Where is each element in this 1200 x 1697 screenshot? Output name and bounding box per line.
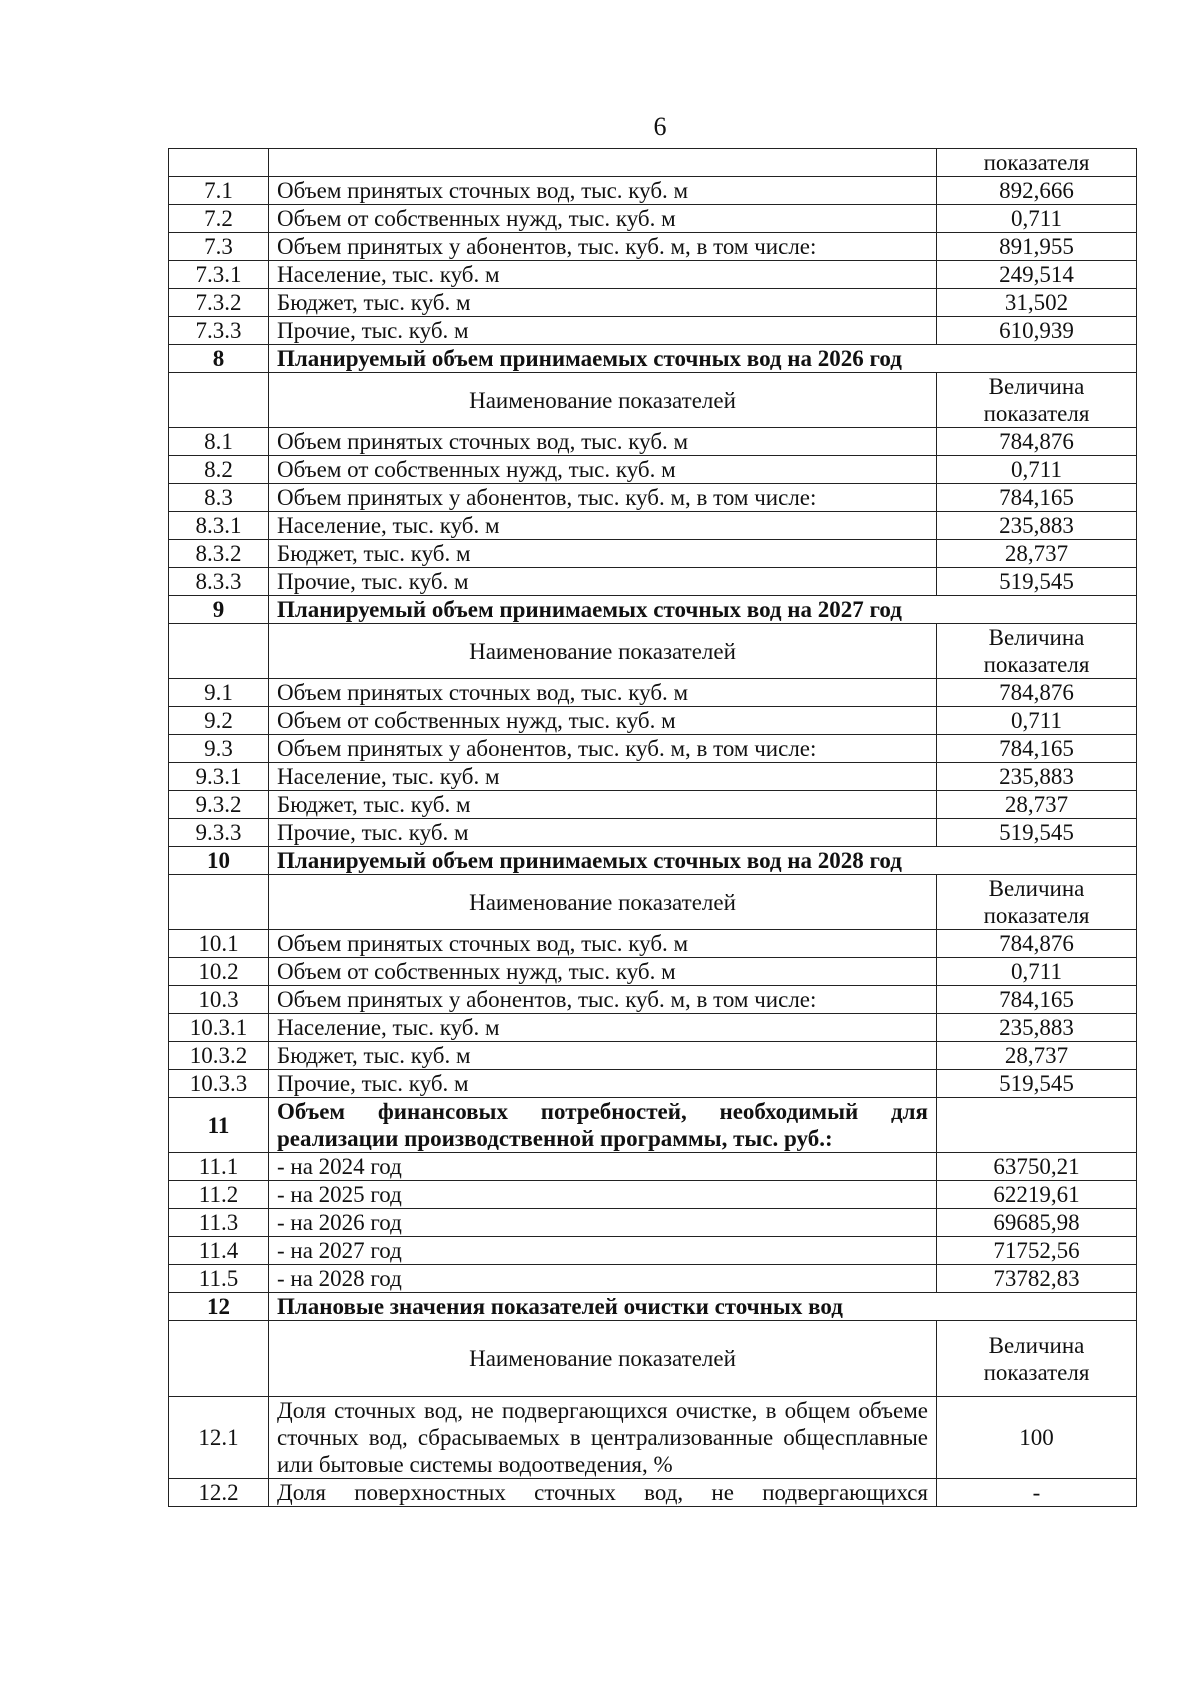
table-row: 7.3.2 Бюджет, тыс. куб. м 31,502 [169,289,1137,317]
table-row: 12.1 Доля сточных вод, не подвергающихся очистке, в общем объеме сточных вод, сбрасываемых в централизованные общесплавные или бытовые системы водоотведения, % 100 [169,1397,1137,1479]
section-heading-row [169,1293,1137,1321]
section-number: 9 [169,596,269,624]
table-row: 10.3.2 Бюджет, тыс. куб. м 28,737 [169,1042,1137,1070]
table-row: 12.2 Доля поверхностных сточных вод, не подвергающихся - [169,1479,1137,1507]
table-row: 10.1 Объем принятых сточных вод, тыс. куб. м 784,876 [169,930,1137,958]
section-title: Планируемый объем принимаемых сточных вод на 2026 год [269,345,1137,373]
section-number: 10 [169,847,269,875]
table-row: 7.3.1 Население, тыс. куб. м 249,514 [169,261,1137,289]
table-row: 9.1 Объем принятых сточных вод, тыс. куб. м 784,876 [169,679,1137,707]
column-header-row [169,875,1137,930]
section-title: Планируемый объем принимаемых сточных вод на 2027 год [269,596,1137,624]
table-row: 9.3.3 Прочие, тыс. куб. м 519,545 [169,819,1137,847]
table-row: 9.3 Объем принятых у абонентов, тыс. куб. м, в том числе: 784,165 [169,735,1137,763]
table-row: 7.3.3 Прочие, тыс. куб. м 610,939 [169,317,1137,345]
section-number: 8 [169,345,269,373]
table-row: 7.1 Объем принятых сточных вод, тыс. куб. м 892,666 [169,177,1137,205]
section-title: Объем финансовых потребностей, необходимый для реализации производственной программы, тыс. руб.: [269,1098,937,1153]
column-header-value: Величина показателя [937,373,1137,428]
table-row: 10.3.3 Прочие, тыс. куб. м 519,545 [169,1070,1137,1098]
section-number: 11 [169,1098,269,1153]
column-header-name: Наименование показателей [269,875,937,930]
column-header-row [169,1321,1137,1397]
table-row: 8.3.1 Население, тыс. куб. м 235,883 [169,512,1137,540]
column-header-row [169,373,1137,428]
section-number: 12 [169,1293,269,1321]
column-header-value: Величина показателя [937,875,1137,930]
indicators-table [168,148,1137,1507]
table-row: 10.2 Объем от собственных нужд, тыс. куб. м 0,711 [169,958,1137,986]
table-row: 11.3 - на 2026 год 69685,98 [169,1209,1137,1237]
table-row: 9.2 Объем от собственных нужд, тыс. куб. м 0,711 [169,707,1137,735]
section-title: Плановые значения показателей очистки сточных вод [269,1293,1137,1321]
section-heading-row [169,596,1137,624]
table-row: 9.3.2 Бюджет, тыс. куб. м 28,737 [169,791,1137,819]
table-row: 8.3.2 Бюджет, тыс. куб. м 28,737 [169,540,1137,568]
table-row: 9.3.1 Население, тыс. куб. м 235,883 [169,763,1137,791]
table-row: 11.5 - на 2028 год 73782,83 [169,1265,1137,1293]
table-header-continued [169,149,1137,177]
column-header-value: Величина показателя [937,624,1137,679]
column-header-name: Наименование показателей [269,1321,937,1397]
column-header-name: Наименование показателей [269,624,937,679]
table-row: 7.3 Объем принятых у абонентов, тыс. куб. м, в том числе: 891,955 [169,233,1137,261]
column-header-value: Величина показателя [937,1321,1137,1397]
table-row: 11.2 - на 2025 год 62219,61 [169,1181,1137,1209]
table-row: 7.2 Объем от собственных нужд, тыс. куб. м 0,711 [169,205,1137,233]
section-heading-row [169,1098,1137,1153]
section-heading-row [169,847,1137,875]
table-row: 8.1 Объем принятых сточных вод, тыс. куб. м 784,876 [169,428,1137,456]
table-row: 8.3 Объем принятых у абонентов, тыс. куб. м, в том числе: 784,165 [169,484,1137,512]
table-row: 8.3.3 Прочие, тыс. куб. м 519,545 [169,568,1137,596]
table-row: 10.3 Объем принятых у абонентов, тыс. куб. м, в том числе: 784,165 [169,986,1137,1014]
page-number: 6 [653,112,667,141]
table-row: 11.4 - на 2027 год 71752,56 [169,1237,1137,1265]
column-header-name: Наименование показателей [269,373,937,428]
section-title: Планируемый объем принимаемых сточных вод на 2028 год [269,847,1137,875]
value-header-cont: показателя [937,149,1137,177]
table-row: 11.1 - на 2024 год 63750,21 [169,1153,1137,1181]
table-row: 8.2 Объем от собственных нужд, тыс. куб. м 0,711 [169,456,1137,484]
section-heading-row [169,345,1137,373]
column-header-row [169,624,1137,679]
table-row: 10.3.1 Население, тыс. куб. м 235,883 [169,1014,1137,1042]
